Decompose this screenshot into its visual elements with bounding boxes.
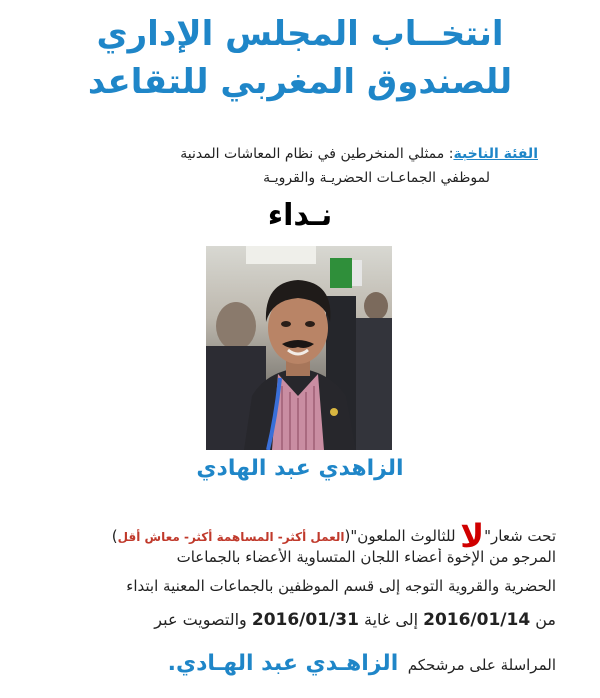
- slogan-no: لا: [460, 517, 485, 555]
- body-line-3: [50, 610, 556, 630]
- title-line-2: للصندوق المغربي للتقاعد: [87, 62, 513, 102]
- line4-candidate-name: الزاهـدي عبد الهـادي.: [167, 651, 399, 676]
- line3-until: إلى غاية: [364, 610, 419, 629]
- body-line-4: [50, 651, 556, 676]
- candidate-photo: [206, 246, 392, 450]
- date-start: 2016/01/14: [423, 610, 531, 630]
- line3-vote: والتصويت عبر: [154, 610, 247, 629]
- body-line-1: المرجو من الإخوة أعضاء اللجان المتساوية الأعضاء بالجماعات: [176, 548, 556, 566]
- electoral-category-text: : ممثلي المنخرطين في نظام المعاشات المدنية: [180, 146, 454, 162]
- electoral-category-line-2: لموظفي الجماعـات الحضريـة والقرويـة: [263, 170, 490, 186]
- candidate-name: الزاهدي عبد الهادي: [196, 456, 404, 481]
- call-heading: نـداء: [267, 198, 333, 233]
- slogan-mid: للثالوث الملعون"(: [344, 527, 461, 545]
- date-end: 2016/01/31: [251, 610, 359, 630]
- title-line-1: انتخــاب المجلس الإداري: [96, 14, 504, 54]
- slogan-prefix: تحت شعار": [484, 527, 556, 545]
- slogan-end: ): [111, 527, 118, 545]
- electoral-category-label: الفئة الناخبة: [453, 146, 538, 162]
- line4-text: المراسلة على مرشحكم: [407, 656, 556, 674]
- electoral-category: [180, 146, 538, 162]
- body-line-2: الحضرية والقروية التوجه إلى قسم الموظفين بالجماعات المعنية ابتداء: [126, 577, 556, 595]
- line3-from: من: [535, 610, 556, 629]
- slogan-red-text: العمل أكثر- المساهمة أكثر- معاش أقل: [117, 530, 345, 544]
